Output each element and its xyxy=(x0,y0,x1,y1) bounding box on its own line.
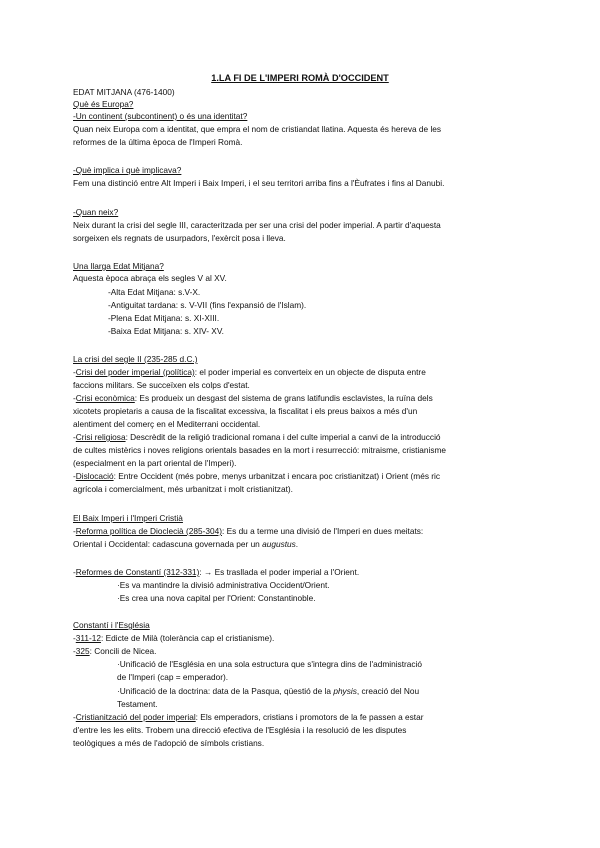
paragraph-line: xicotets propietaris a causa de la fiscalitat excessiva, la fiscalitat i els preus baixos a més d'un xyxy=(73,406,418,416)
paragraph-line: -Crisi religiosa: Descrèdit de la religió tradicional romana i del culte imperial a canvi de la introducció xyxy=(73,432,441,442)
section-heading-llarga: Una llarga Edat Mitjana? xyxy=(73,261,164,271)
list-item: -Antiguitat tardana: s. V-VII (fins l'expansió de l'Islam). xyxy=(108,300,307,310)
answer-line: Fem una distinció entre Alt Imperi i Baix Imperi, i el seu territori arriba fins a l'Èufrates i fins al Danubi. xyxy=(73,178,445,188)
paragraph-line: de cultes mistèrics i noves religions orientals basades en la mort i resurrecció: mitraisme, cristianisme xyxy=(73,445,447,455)
paragraph-line: (especialment en la part oriental de l'Imperi). xyxy=(73,458,237,468)
sub-item: Testament. xyxy=(117,699,158,709)
term-crisi-religiosa: Crisi religiosa xyxy=(75,432,126,442)
answer-line: reformes de la última època de l'Imperi Romà. xyxy=(73,137,243,147)
paragraph-line: Aquesta època abraça els segles V al XV. xyxy=(73,273,227,283)
section-heading-crisi: La crisi del segle II (235-285 d.C.) xyxy=(73,354,198,364)
paragraph-line: -311-12: Edicte de Milà (tolerància cap el cristianisme). xyxy=(73,633,275,643)
paragraph-line: -Dislocació: Entre Occident (més pobre, menys urbanitzat i encara poc cristianitzat) i Orient (més ric xyxy=(73,471,441,481)
period-label: EDAT MITJANA (476-1400) xyxy=(73,87,175,97)
question-quan-neix: -Quan neix? xyxy=(73,207,119,217)
answer-line: Neix durant la crisi del segle III, caracteritzada per ser una crisi del poder imperial. A partir d'aquesta xyxy=(73,220,441,230)
list-item: -Plena Edat Mitjana: s. XI-XIII. xyxy=(108,313,220,323)
answer-line: sorgeixen els regnats de usurpadors, l'exèrcit posa i lleva. xyxy=(73,233,286,243)
paragraph-line: d'entre les les elits. Trobem una direcció efectiva de l'Església i la resolució de les disputes xyxy=(73,725,407,735)
paragraph-line: faccions militars. Se succeïxen els colps d'estat. xyxy=(73,380,250,390)
sub-item: ·Unificació de l'Església en una sola estructura que s'integra dins de l'administració xyxy=(117,659,422,669)
list-item: -Baixa Edat Mitjana: s. XIV- XV. xyxy=(108,326,224,336)
paragraph-line: teològiques a més de l'adopció de símbols cristians. xyxy=(73,738,265,748)
question-continent: -Un continent (subcontinent) o és una identitat? xyxy=(73,111,248,121)
list-item: -Alta Edat Mitjana: s.V-X. xyxy=(108,287,201,297)
term-crisi-politica: Crisi del poder imperial (política) xyxy=(75,367,195,377)
section-heading-baix-imperi: El Baix Imperi i l'Imperi Cristià xyxy=(73,513,183,523)
question-implica: -Què implica i què implicava? xyxy=(73,165,182,175)
term-reformes-constanti: Reformes de Constantí (312-331) xyxy=(75,567,200,577)
paragraph-line: -325: Concili de Nicea. xyxy=(73,646,157,656)
section-heading-esglesia: Constantí i l'Església xyxy=(73,620,150,630)
sub-item: ·Unificació de la doctrina: data de la Pasqua, qüestió de la physis, creació del Nou xyxy=(117,686,420,696)
paragraph-line: -Reformes de Constantí (312-331): → Es trasllada el poder imperial a l'Orient. xyxy=(73,567,360,577)
paragraph-line: -Crisi econòmica: Es produeix un desgast del sistema de grans latifundis esclavistes, la ruïna dels xyxy=(73,393,433,403)
section-heading-europa: Què és Europa? xyxy=(73,99,134,109)
document-title: 1.LA FI DE L'IMPERI ROMÀ D'OCCIDENT xyxy=(211,73,389,83)
sub-item: de l'Imperi (cap = emperador). xyxy=(117,672,229,682)
paragraph-line: -Cristianització del poder imperial: Els emperadors, cristians i promotors de la fe passen a estar xyxy=(73,712,424,722)
term-reforma-diocleciana: Reforma política de Dioclecià (285-304) xyxy=(75,526,222,536)
paragraph-line: -Reforma política de Dioclecià (285-304): Es du a terme una divisió de l'Imperi en dues meitats: xyxy=(73,526,424,536)
sub-item: ·Es va mantindre la divisió administrativa Occident/Orient. xyxy=(117,580,330,590)
term-crisi-economica: Crisi econòmica xyxy=(75,393,135,403)
term-dislocacio: Dislocació xyxy=(75,471,114,481)
paragraph-line: -Crisi del poder imperial (política): el poder imperial es converteix en un objecte de disputa entre xyxy=(73,367,426,377)
paragraph-line: Oriental i Occidental: cadascuna governada per un augustus. xyxy=(73,539,299,549)
sub-item: ·Es crea una nova capital per l'Orient: Constantinoble. xyxy=(117,593,316,603)
paragraph-line: alentiment del comerç en el Mediterrani occidental. xyxy=(73,419,261,429)
term-311-12: 311-12 xyxy=(75,633,101,643)
answer-line: Quan neix Europa com a identitat, que empra el nom de cristiandat llatina. Aquesta és hereva de les xyxy=(73,124,442,134)
term-cristianitzacio: Cristianització del poder imperial xyxy=(75,712,196,722)
term-325: 325 xyxy=(75,646,90,656)
paragraph-line: agrícola i comercialment, més urbanitzat i molt cristianitzat). xyxy=(73,484,293,494)
